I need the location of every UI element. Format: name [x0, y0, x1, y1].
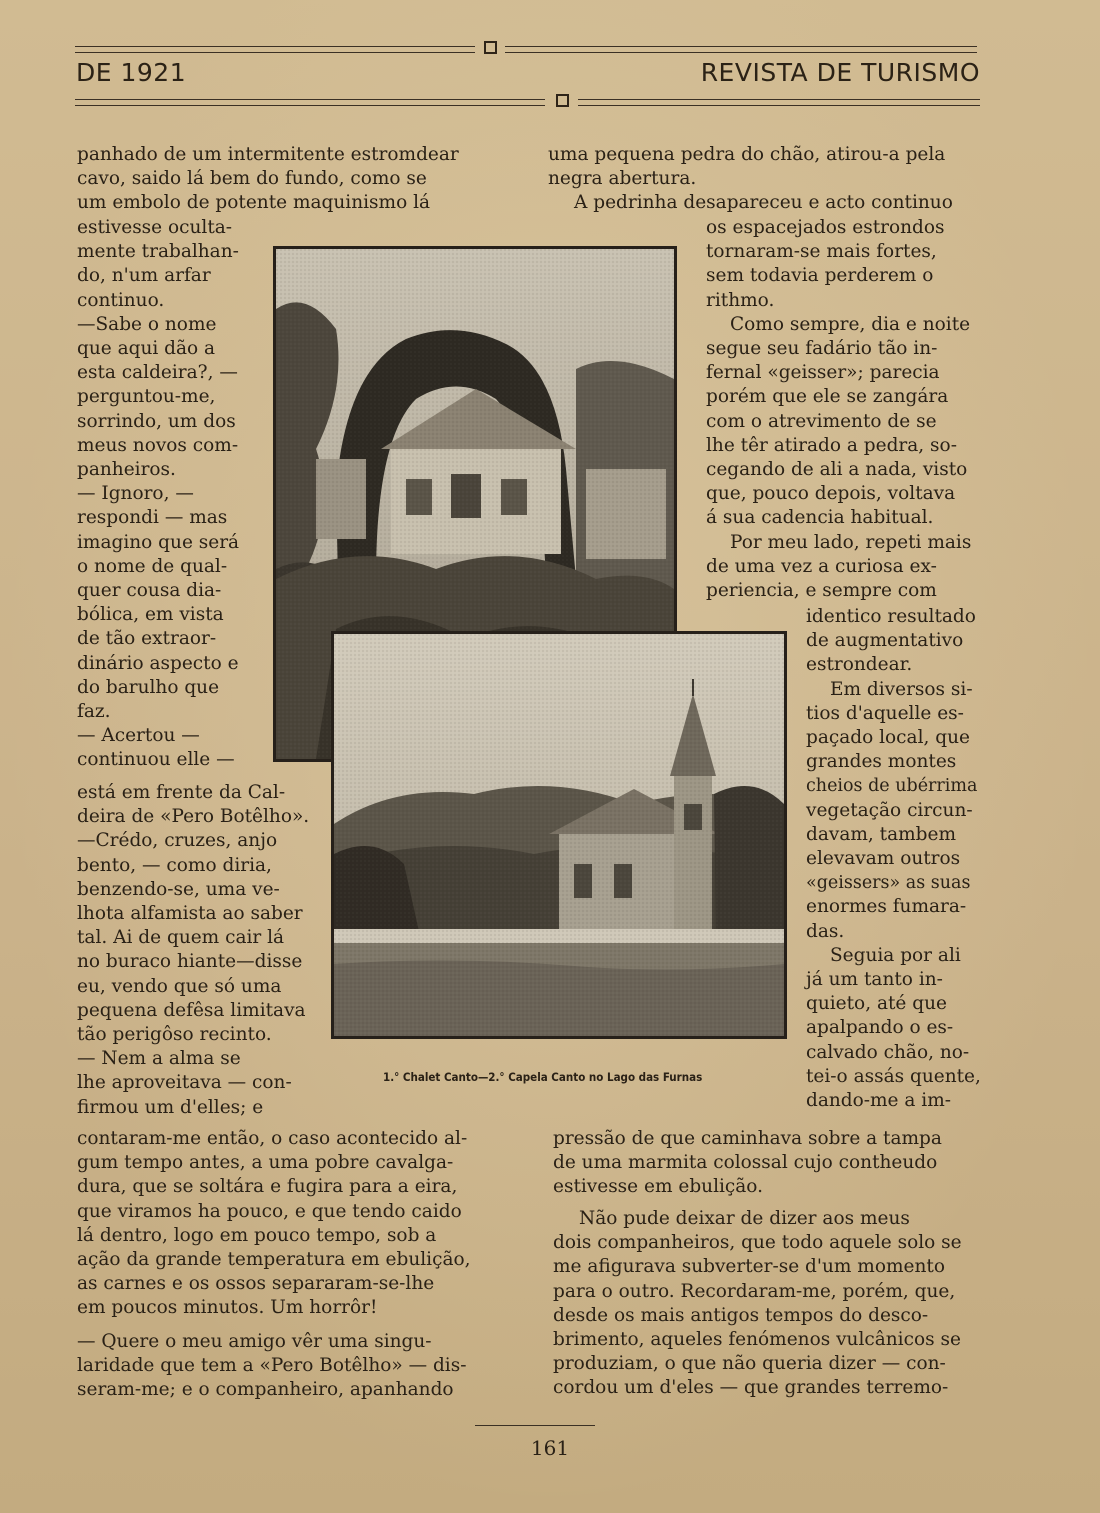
text-line: do, n'um arfar: [77, 265, 211, 287]
text-line: segue seu fadário tão in-: [706, 338, 938, 360]
text-line: bento, — como diria,: [77, 854, 272, 876]
text-line: em poucos minutos. Um horrôr!: [77, 1297, 378, 1319]
text-line: negra abertura.: [548, 168, 697, 190]
text-line: quieto, até que: [806, 993, 947, 1015]
text-line: vegetação circun-: [806, 799, 973, 821]
text-line: uma pequena pedra do chão, atirou-a pela: [548, 144, 946, 165]
text-line: lhota alfamista ao saber: [77, 903, 303, 925]
text-line: — Ignoro, —: [77, 483, 194, 505]
text-line: panheiros.: [77, 459, 176, 481]
text-line: das.: [806, 920, 845, 942]
chapel-photo-image: [334, 634, 784, 1036]
text-line: estrondear.: [806, 654, 913, 676]
text-line: no buraco hiante—disse: [77, 951, 303, 973]
text-line: continuou elle —: [77, 749, 235, 771]
text-line: as carnes e os ossos separaram-se-lhe: [77, 1273, 435, 1295]
text-line: firmou um d'elles; e: [77, 1096, 264, 1118]
text-line: Como sempre, dia e noite: [730, 313, 971, 335]
text-line: «geissers» as suas: [806, 873, 971, 894]
text-line: eu, vendo que só uma: [77, 975, 282, 997]
text-line: respondi — mas: [77, 507, 228, 529]
text-line: davam, tambem: [806, 823, 956, 845]
header-bottom-rule-left: [75, 99, 545, 106]
text-line: imagino que será: [77, 531, 240, 553]
text-line: Por meu lado, repeti mais: [730, 531, 972, 553]
text-line: já um tanto in-: [806, 969, 943, 991]
text-line: lhe aproveitava — con-: [77, 1072, 292, 1094]
photo-caption: 1.° Chalet Canto—2.° Capela Canto no Lago das Furnas: [383, 1070, 703, 1084]
text-line: Em diversos si-: [830, 678, 973, 700]
text-line: — Acertou —: [77, 725, 200, 747]
text-line: estivesse em ebulição.: [553, 1176, 764, 1198]
text-line: de tão extraor-: [77, 628, 217, 650]
text-line: do barulho que: [77, 676, 220, 698]
text-line: produziam, o que não queria dizer — con-: [553, 1353, 946, 1375]
text-line: sem todavia perderem o: [706, 265, 934, 287]
text-line: periencia, e sempre com: [706, 580, 937, 602]
photo-chapel: [331, 631, 787, 1039]
text-line: está em frente da Cal-: [77, 782, 286, 803]
text-line: o nome de qual-: [77, 555, 228, 577]
text-line: — Quere o meu amigo vêr uma singu-: [77, 1331, 432, 1352]
right-column-final: [553, 1207, 985, 1401]
text-line: de augmentativo: [806, 630, 964, 652]
text-line: dando-me a im-: [806, 1090, 952, 1112]
right-column-top: [548, 143, 980, 216]
text-line: Seguia por ali: [830, 944, 961, 966]
text-line: cegando de ali a nada, visto: [706, 459, 968, 481]
text-line: cordou um d'eles — que grandes terremo-: [553, 1377, 949, 1399]
text-line: que, pouco depois, voltava: [706, 483, 956, 505]
text-line: elevavam outros: [806, 848, 961, 870]
text-line: estivesse oculta-: [77, 217, 233, 238]
text-line: lhe têr atirado a pedra, so-: [706, 434, 957, 456]
text-line: enormes fumara-: [806, 896, 967, 918]
text-line: grandes montes: [806, 751, 957, 773]
text-line: gum tempo antes, a uma pobre cavalga-: [77, 1152, 454, 1174]
text-line: quer cousa dia-: [77, 580, 222, 602]
text-line: tal. Ai de quem cair lá: [77, 927, 285, 949]
text-line: pressão de que caminhava sobre a tampa: [553, 1128, 942, 1149]
text-line: para o outro. Recordaram-me, porém, que,: [553, 1280, 956, 1302]
text-line: sorrindo, um dos: [77, 410, 236, 432]
header-magazine-title: REVISTA DE TURISMO: [700, 58, 980, 87]
text-line: os espacejados estrondos: [706, 217, 945, 238]
header-ornament-bottom: [556, 94, 569, 107]
text-line: que aqui dão a: [77, 338, 216, 360]
text-line: —Crédo, cruzes, anjo: [77, 830, 278, 852]
left-column-narrow: [77, 216, 255, 773]
text-line: laridade que tem a «Pero Botêlho» — dis-: [77, 1355, 467, 1377]
text-line: com o atrevimento de se: [706, 410, 937, 432]
left-column-medium: [77, 781, 313, 1120]
text-line: que viramos ha pouco, e que tendo caido: [77, 1200, 462, 1222]
text-line: de uma vez a curiosa ex-: [706, 555, 937, 577]
text-line: tão perigôso recinto.: [77, 1024, 272, 1046]
text-line: tios d'aquelle es-: [806, 702, 964, 724]
text-line: apalpando o es-: [806, 1017, 954, 1039]
text-line: dinário aspecto e: [77, 652, 239, 674]
right-column-bottom: [553, 1127, 985, 1200]
text-line: porém que ele se zangára: [706, 386, 949, 408]
text-line: cavo, saido lá bem do fundo, como se: [77, 168, 427, 190]
text-line: á sua cadencia habitual.: [706, 507, 934, 529]
header-date: DE 1921: [76, 58, 187, 87]
text-line: meus novos com-: [77, 434, 239, 456]
text-line: deira de «Pero Botêlho».: [77, 806, 310, 828]
footer-rule: [475, 1425, 595, 1426]
text-line: ação da grande temperatura em ebulição,: [77, 1249, 471, 1271]
text-line: esta caldeira?, —: [77, 362, 238, 384]
text-line: me afigurava subverter-se d'um momento: [553, 1256, 945, 1278]
text-line: lá dentro, logo em pouco tempo, sob a: [77, 1224, 437, 1246]
header-top-rule-left: [75, 46, 475, 53]
text-line: brimento, aqueles fenómenos vulcânicos se: [553, 1329, 961, 1351]
text-line: calvado chão, no-: [806, 1041, 970, 1063]
text-line: de uma marmita colossal cujo contheudo: [553, 1152, 938, 1174]
header-top-rule-right: [505, 46, 977, 53]
header-ornament-top: [484, 41, 497, 54]
text-line: um embolo de potente maquinismo lá: [77, 192, 431, 214]
text-line: cheios de ubérrima: [806, 776, 978, 797]
text-line: dois companheiros, que todo aquele solo se: [553, 1232, 962, 1254]
text-line: — Nem a alma se: [77, 1048, 241, 1070]
header-bottom-rule-right: [578, 99, 980, 106]
text-line: seram-me; e o companheiro, apanhando: [77, 1379, 454, 1401]
text-line: —Sabe o nome: [77, 313, 217, 335]
page-number: 161: [530, 1436, 570, 1460]
left-column-top: [77, 143, 509, 216]
text-line: identico resultado: [806, 606, 976, 627]
text-line: paçado local, que: [806, 727, 970, 749]
text-line: fernal «geisser»; parecia: [706, 362, 940, 384]
text-line: panhado de um intermitente estromdear: [77, 144, 459, 165]
right-column-medium: [706, 216, 981, 603]
text-line: pequena defêsa limitava: [77, 999, 306, 1021]
left-column-final: [77, 1330, 509, 1403]
text-line: tornaram-se mais fortes,: [706, 241, 937, 263]
text-line: perguntou-me,: [77, 386, 216, 408]
text-line: faz.: [77, 701, 111, 723]
text-line: continuo.: [77, 289, 165, 311]
text-line: Não pude deixar de dizer aos meus: [579, 1208, 910, 1229]
text-line: benzendo-se, uma ve-: [77, 878, 280, 900]
text-line: desde os mais antigos tempos do desco-: [553, 1304, 929, 1326]
right-column-narrow: [806, 605, 982, 1113]
text-line: contaram-me então, o caso acontecido al-: [77, 1128, 468, 1149]
text-line: mente trabalhan-: [77, 241, 239, 263]
text-line: A pedrinha desapareceu e acto continuo: [574, 192, 953, 214]
left-column-bottom: [77, 1127, 509, 1321]
text-line: tei-o assás quente,: [806, 1065, 981, 1087]
text-line: dura, que se soltára e fugira para a eira,: [77, 1176, 458, 1198]
text-line: rithmo.: [706, 289, 775, 311]
text-line: bólica, em vista: [77, 604, 224, 626]
